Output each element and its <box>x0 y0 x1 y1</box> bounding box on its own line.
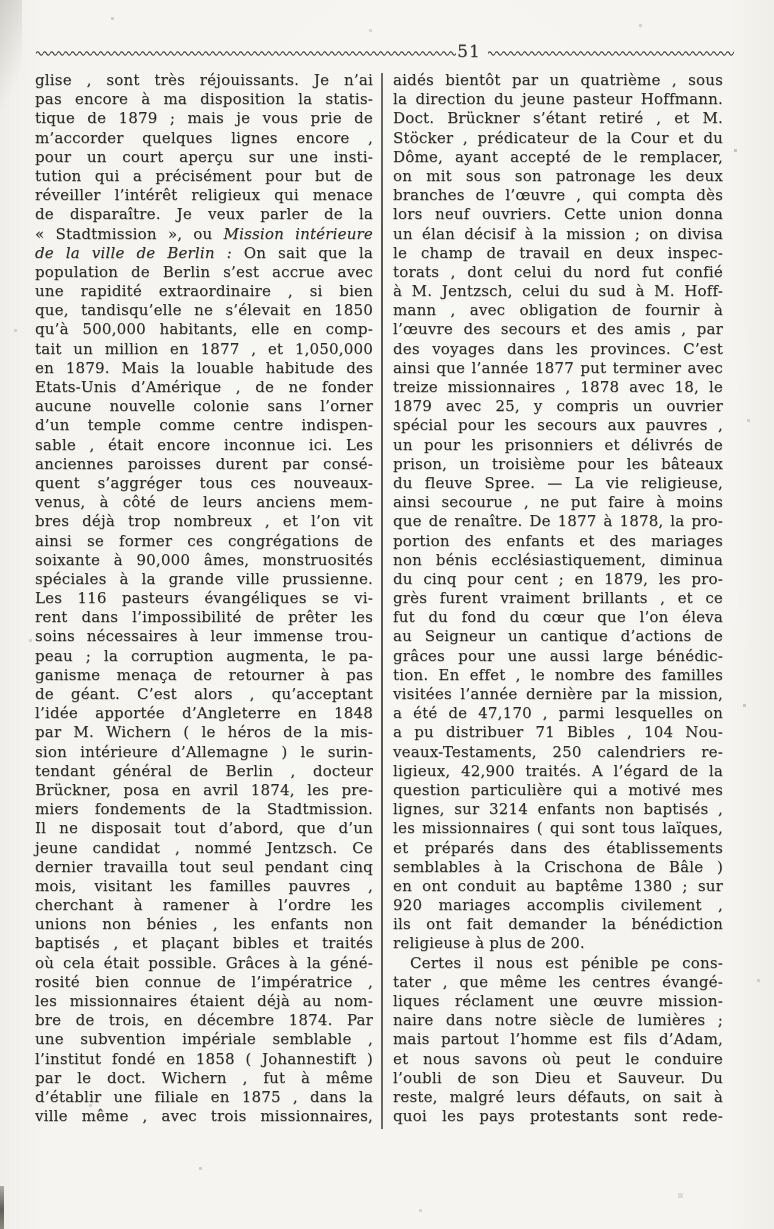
text-line: non bénis ecclésiastiquement, diminua <box>393 550 723 569</box>
text-line: visitées l’année dernière par la mission, <box>393 685 723 703</box>
text-line: m’accorder quelques lignes encore , <box>35 128 373 147</box>
text-line: treize missionnaires , 1878 avec 18, le <box>393 378 723 396</box>
text-line: soins nécessaires à leur immense trou- <box>35 627 373 646</box>
text-line: tion. En effet , le nombre des familles <box>393 665 723 684</box>
text-line: Doct. Brückner s’étant retiré , et M. <box>393 109 723 128</box>
text-line: Stöcker , prédicateur de la Cour et du <box>393 128 723 147</box>
text-line: tution qui a précisément pour but de <box>35 166 373 185</box>
text-line: et nous savons où peut le conduire <box>393 1049 723 1068</box>
left-column <box>35 71 373 1126</box>
text-line: Les 116 pasteurs évangéliques se vi- <box>35 589 373 608</box>
text-line: tater , que même les centres évangé- <box>393 972 723 991</box>
wavy-rule-right-icon <box>488 49 734 57</box>
italic-text-segment: de la ville de Berlin : <box>35 243 232 262</box>
text-line: 920 mariages accomplis civilement , <box>393 896 723 915</box>
text-line: aidés bientôt par un quatrième , sous <box>393 71 723 89</box>
text-line: prison, un troisième pour les bâteaux <box>393 454 723 473</box>
page-header <box>0 42 774 64</box>
text-line: ainsi que l’année 1877 put terminer avec <box>393 358 723 377</box>
text-line: Certes il nous est pénible pe cons- <box>410 953 723 972</box>
text-line: tique de 1879 ; mais je vous prie de <box>35 109 373 128</box>
text-line: ainsi se former ces congrégations de <box>35 531 373 550</box>
text-line: jeune candidat , nommé Jentzsch. Ce <box>35 838 373 857</box>
text-line: population de Berlin s’est accrue avec <box>35 262 373 281</box>
text-line: Il ne disposait tout d’abord, que d’un <box>35 819 373 838</box>
text-line: cherchant à ramener à l’ordre les <box>35 896 373 915</box>
text-line: tait un million en 1877 , et 1,050,000 <box>35 339 373 358</box>
text-line: veaux-Testaments, 250 calendriers re- <box>393 742 723 761</box>
text-line: quoi les pays protestants sont rede- <box>393 1107 723 1126</box>
text-line: bre de trois, en décembre 1874. Par <box>35 1011 373 1030</box>
text-line: fut du fond du cœur que l’on éleva <box>393 608 723 627</box>
text-line: unions non bénies , les enfants non <box>35 915 373 934</box>
text-line: réveiller l’intérêt religieux qui menace <box>35 186 373 205</box>
italic-text-segment: Mission intérieure <box>223 224 373 243</box>
text-line: et préparés dans des établissements <box>393 838 723 857</box>
scan-edge-smudge <box>0 1186 4 1229</box>
text-line: en ont conduit au baptême 1380 ; sur <box>393 876 723 895</box>
text-line: les missionnaires étaient déjà au nom- <box>35 992 373 1010</box>
text-line: question particulière qui a motivé mes <box>393 780 723 799</box>
text-line: de disparaître. Je veux parler de la <box>35 205 373 224</box>
text-line: quent s’aggréger tous ces nouveaux- <box>35 473 373 492</box>
text-line: sable , était encore inconnue ici. Les <box>35 435 373 454</box>
text-line <box>35 244 373 263</box>
text-line: peau ; la corruption augmenta, le pa- <box>35 646 373 665</box>
text-line: portion des enfants et des mariages <box>393 531 723 550</box>
text-segment: « Stadtmission », ou <box>35 224 224 243</box>
text-line: tendant général de Berlin , docteur <box>35 761 373 780</box>
text-line: du fleuve Spree. — La vie religieuse, <box>393 473 723 492</box>
right-column <box>393 71 723 1126</box>
text-line: 1879 avec 25, y compris un ouvrier <box>393 397 723 416</box>
text-line: miers fondements de la Stadtmission. <box>35 800 373 819</box>
text-line: du cinq pour cent ; en 1879, les pro- <box>393 569 723 588</box>
column-divider <box>381 73 383 1129</box>
text-line: d’établir une filiale en 1875 , dans la <box>35 1087 373 1106</box>
text-line: que, tandisqu’elle ne s’élevait en 1850 <box>35 301 373 320</box>
text-line: branches de l’œuvre , qui compta dès <box>393 186 723 205</box>
text-line: où cela était possible. Grâces à la géné- <box>35 953 373 972</box>
text-line: aucune nouvelle colonie sans l’orner <box>35 397 373 416</box>
text-line: dernier travailla tout seul pendant cinq <box>35 857 373 876</box>
text-line: un élan décisif à la mission ; on divisa <box>393 224 723 243</box>
text-line: une subvention impériale semblable , <box>35 1030 373 1049</box>
text-line: venus, à côté de leurs anciens mem- <box>35 493 373 512</box>
text-line: qu’à 500,000 habitants, elle en comp- <box>35 320 373 339</box>
text-line: mois, visitant les familles pauvres , <box>35 876 373 895</box>
text-line: a été de 47,170 , parmi lesquelles on <box>393 704 723 723</box>
text-line: Etats-Unis d’Amérique , de ne fonder <box>35 378 373 396</box>
text-line: spéciales à la grande ville prussienne. <box>35 569 373 588</box>
text-line: au Seigneur un cantique d’actions de <box>393 627 723 646</box>
text-line: bres déjà trop nombreux , et l’on vit <box>35 512 373 531</box>
text-line: en 1879. Mais la louable habitude des <box>35 358 373 377</box>
text-line: torats , dont celui du nord fut confié <box>393 262 723 281</box>
text-line: Brückner, posa en avril 1874, les pre- <box>35 780 373 799</box>
text-line: pas encore à ma disposition la statis- <box>35 90 373 109</box>
text-line: reste, malgré leurs défauts, on sait à <box>393 1087 723 1106</box>
text-line: sion intérieure d’Allemagne ) le surin- <box>35 742 373 761</box>
page-number: 51 <box>457 42 481 62</box>
text-line: l’institut fondé en 1858 ( Johannestift ) <box>35 1049 373 1068</box>
text-line: par M. Wichern ( le héros de la mis- <box>35 723 373 742</box>
text-line: par le doct. Wichern , fut à même <box>35 1068 373 1087</box>
text-line: ganisme menaça de retourner à pas <box>35 665 373 684</box>
text-line: lors neuf ouvriers. Cette union donna <box>393 205 723 224</box>
text-line: grâces pour une aussi large bénédic- <box>393 646 723 665</box>
text-line: Dôme, ayant accepté de le remplacer, <box>393 147 723 166</box>
text-line: un pour les prisonniers et délivrés de <box>393 435 723 454</box>
text-line: spécial pour les secours aux pauvres , <box>393 416 723 435</box>
text-line: a pu distribuer 71 Bibles , 104 Nou- <box>393 723 723 742</box>
text-line: de géant. C’est alors , qu’acceptant <box>35 685 373 703</box>
text-line: lignes, sur 3214 enfants non baptisés , <box>393 800 723 819</box>
text-line: ligieux, 42,900 traités. A l’égard de la <box>393 761 723 780</box>
text-line: des voyages dans les provinces. C’est <box>393 339 723 358</box>
text-line: ils ont fait demander la bénédiction <box>393 915 723 934</box>
text-line: glise , sont très réjouissants. Je n’ai <box>35 71 373 89</box>
text-line: rent dans l’impossibilité de prêter les <box>35 608 373 627</box>
text-line: une rapidité extraordinaire , si bien <box>35 282 373 301</box>
text-line: le champ de travail en deux inspec- <box>393 243 723 262</box>
text-line: l’idée apportée d’Angleterre en 1848 <box>35 704 373 723</box>
text-line: mann , avec obligation de fournir à <box>393 301 723 320</box>
text-line: l’oubli de son Dieu et Sauveur. Du <box>393 1068 723 1087</box>
scan-corner-shade <box>0 0 22 120</box>
text-line: religieuse à plus de 200. <box>393 934 585 953</box>
text-line: liques réclament une œuvre mission- <box>393 992 723 1010</box>
text-line: mais partout l’homme est fils d’Adam, <box>393 1030 723 1049</box>
text-segment: On sait que la <box>231 243 373 262</box>
text-line: que de renaître. De 1877 à 1878, la pro- <box>393 512 723 531</box>
text-line: baptisés , et plaçant bibles et traités <box>35 934 373 953</box>
wavy-rule-left-icon <box>36 49 456 57</box>
paper-specks <box>0 0 1 1</box>
text-line: naire dans notre siècle de lumières ; <box>393 1011 723 1030</box>
text-line: d’un temple comme centre indispen- <box>35 416 373 435</box>
text-line: grès furent vraiment brillants , et ce <box>393 589 723 608</box>
text-line <box>35 225 373 244</box>
text-line: rosité bien connue de l’impératrice , <box>35 972 373 991</box>
text-line: pour un court aperçu sur une insti- <box>35 147 373 166</box>
text-line: anciennes paroisses durent par consé- <box>35 454 373 473</box>
text-line: la direction du jeune pasteur Hoffmann. <box>393 90 723 109</box>
text-line: ainsi secourue , ne put faire à moins <box>393 493 723 512</box>
text-line: à M. Jentzsch, celui du sud à M. Hoff- <box>393 282 723 301</box>
text-line: ville même , avec trois missionnaires, <box>35 1107 373 1126</box>
text-line: on mit sous son patronage les deux <box>393 166 723 185</box>
text-line: l’œuvre des secours et des amis , par <box>393 320 723 339</box>
text-line: semblables à la Crischona de Bâle ) <box>393 857 723 876</box>
text-line: soixante à 90,000 âmes, monstruosités <box>35 550 373 569</box>
text-line: les missionnaires ( qui sont tous laïques, <box>393 819 723 838</box>
